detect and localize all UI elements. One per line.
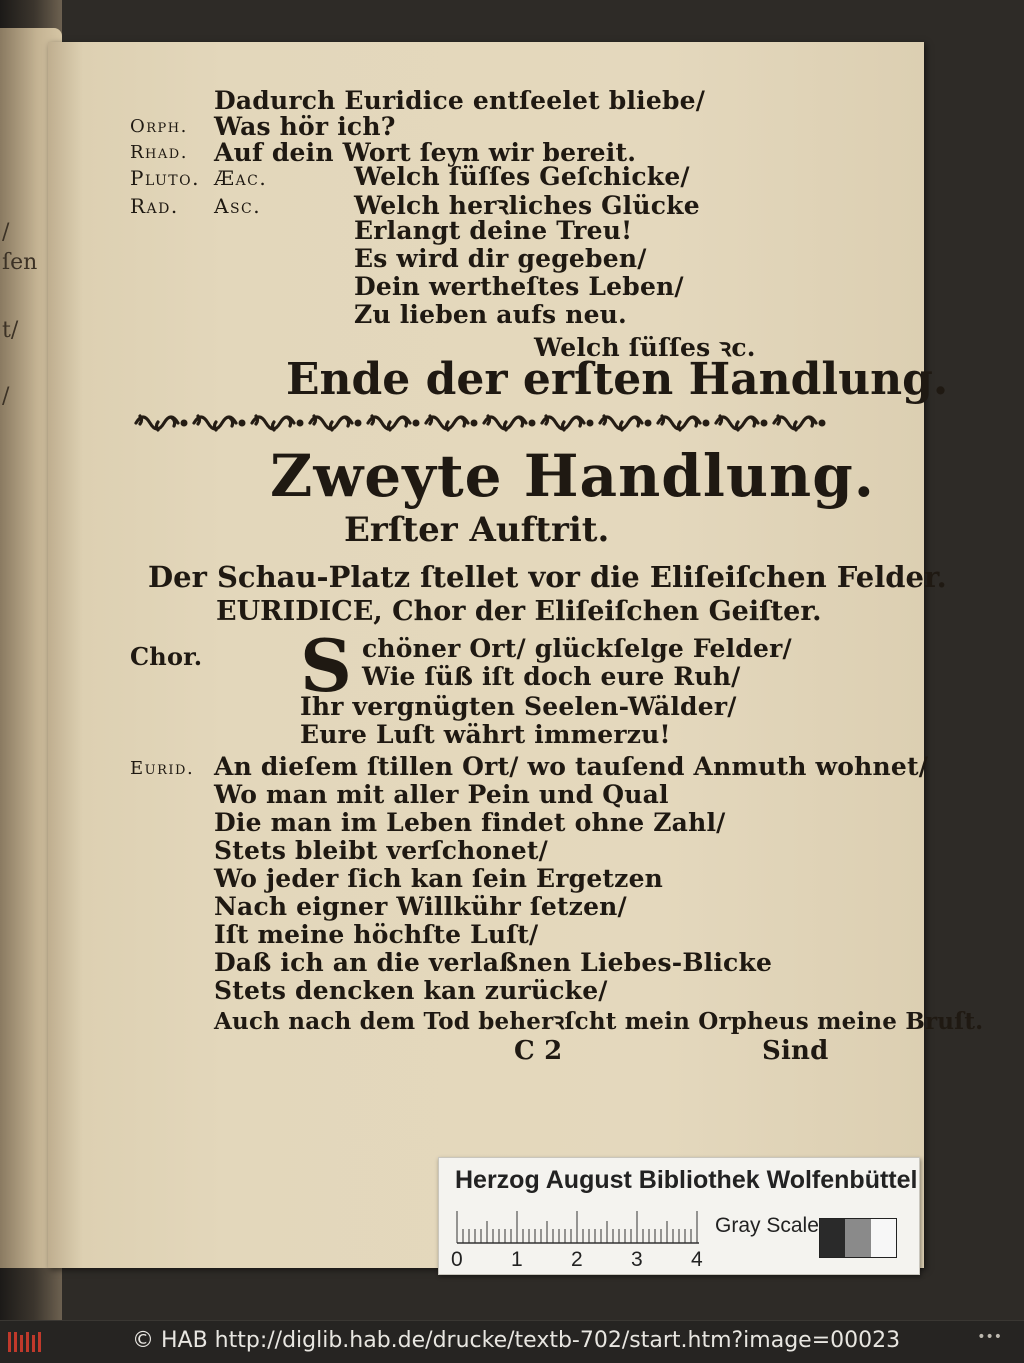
- verse-line: Eure Luſt währt immerzu!: [300, 720, 671, 749]
- heading-act: Zweyte Handlung.: [270, 442, 875, 510]
- hab-title: Herzog August Bibliothek Wolfenbüttel: [455, 1166, 918, 1194]
- drop-cap: S: [300, 623, 352, 708]
- heading-cast: EURIDICE, Chor der Eliſeiſchen Geiſter.: [216, 596, 822, 627]
- verse-line: Welch ſüſſes Geſchicke/: [354, 162, 690, 191]
- hab-color-chart-label: [438, 1157, 920, 1275]
- verse-line: Dein wertheſtes Leben/: [354, 272, 684, 301]
- margin-fragment: /: [2, 384, 10, 409]
- speaker-label: Eurid.: [130, 758, 195, 779]
- heading-scene: Erſter Auftrit.: [344, 510, 610, 550]
- speaker-label: Asc.: [214, 194, 262, 218]
- verse-line: Stets bleibt verſchonet/: [214, 836, 548, 865]
- verse-line: Die man im Leben findet ohne Zahl/: [214, 808, 726, 837]
- verse-line: Auf dein Wort ſeyn wir bereit.: [214, 138, 637, 167]
- signature-mark: C 2: [514, 1036, 563, 1066]
- verse-line: Wie ſüß iſt doch eure Ruh/: [362, 662, 741, 691]
- margin-fragment: t/: [2, 318, 19, 343]
- verse-line: Dadurch Euridice entſeelet bliebe/: [214, 86, 706, 115]
- hab-logo-icon[interactable]: [6, 1329, 46, 1355]
- speaker-label: Rad.: [130, 194, 179, 218]
- speaker-label: Rhad.: [130, 142, 188, 163]
- speaker-label: Æac.: [214, 166, 268, 190]
- verse-line: Daß ich an die verlaßnen Liebes-Blicke: [214, 948, 773, 977]
- verse-line: chöner Ort/ glückſelge Felder/: [362, 634, 792, 663]
- verse-line: Welch herꝛliches Glücke: [354, 191, 700, 220]
- verse-line: Was hör ich?: [214, 112, 396, 141]
- verse-line: Iſt meine höchſte Luſt/: [214, 920, 539, 949]
- scale-ruler: [455, 1210, 705, 1244]
- verse-line: Es wird dir gegeben/: [354, 244, 647, 273]
- more-options-icon[interactable]: •••: [977, 1329, 1002, 1345]
- margin-fragment: /: [2, 220, 10, 245]
- scale-number: 3: [631, 1248, 643, 1271]
- scale-number: 2: [571, 1248, 583, 1271]
- verse-line: Wo jeder ſich kan ſein Ergetzen: [214, 864, 664, 893]
- verse-line: Erlangt deine Treu!: [354, 216, 633, 245]
- verse-line: Nach eigner Willkühr ſetzen/: [214, 892, 627, 921]
- copyright-link[interactable]: © HAB http://diglib.hab.de/drucke/textb-702/start.htm?image=00023: [132, 1328, 901, 1353]
- verse-line: Auch nach dem Tod beherꝛſcht mein Orpheus meine Bruſt.: [214, 1008, 984, 1035]
- verse-line: Wo man mit aller Pein und Qual: [214, 780, 669, 809]
- verse-line: Ihr vergnügten Seelen-Wälder/: [300, 692, 737, 721]
- speaker-label: Chor.: [130, 642, 203, 671]
- verse-line: An dieſem ſtillen Ort/ wo tauſend Anmuth wohnet/: [214, 752, 929, 781]
- margin-fragment: ſen: [2, 250, 38, 275]
- verse-line: Stets dencken kan zurücke/: [214, 976, 608, 1005]
- speaker-label: Orph.: [130, 116, 188, 137]
- gray-scale-swatch: [819, 1218, 897, 1258]
- scale-number: 4: [691, 1248, 703, 1271]
- gray-scale-label: Gray Scale: [715, 1214, 819, 1237]
- speaker-label: Pluto.: [130, 166, 200, 190]
- heading-stage-direction: Der Schau-Platz ſtellet vor die Eliſeiſchen Felder.: [148, 560, 947, 594]
- verse-line: Zu lieben aufs neu.: [354, 300, 627, 329]
- scale-number: 1: [511, 1248, 523, 1271]
- scale-number: 0: [451, 1248, 463, 1271]
- footer-bar: [0, 1320, 1024, 1363]
- book-page: [48, 42, 984, 1268]
- ornament-band: [130, 406, 830, 440]
- verse-line: Welch ſüſſes ꝛc.: [534, 333, 756, 362]
- catchword: Sind: [762, 1036, 829, 1066]
- heading-end-of-act: Ende der erſten Handlung.: [286, 354, 949, 405]
